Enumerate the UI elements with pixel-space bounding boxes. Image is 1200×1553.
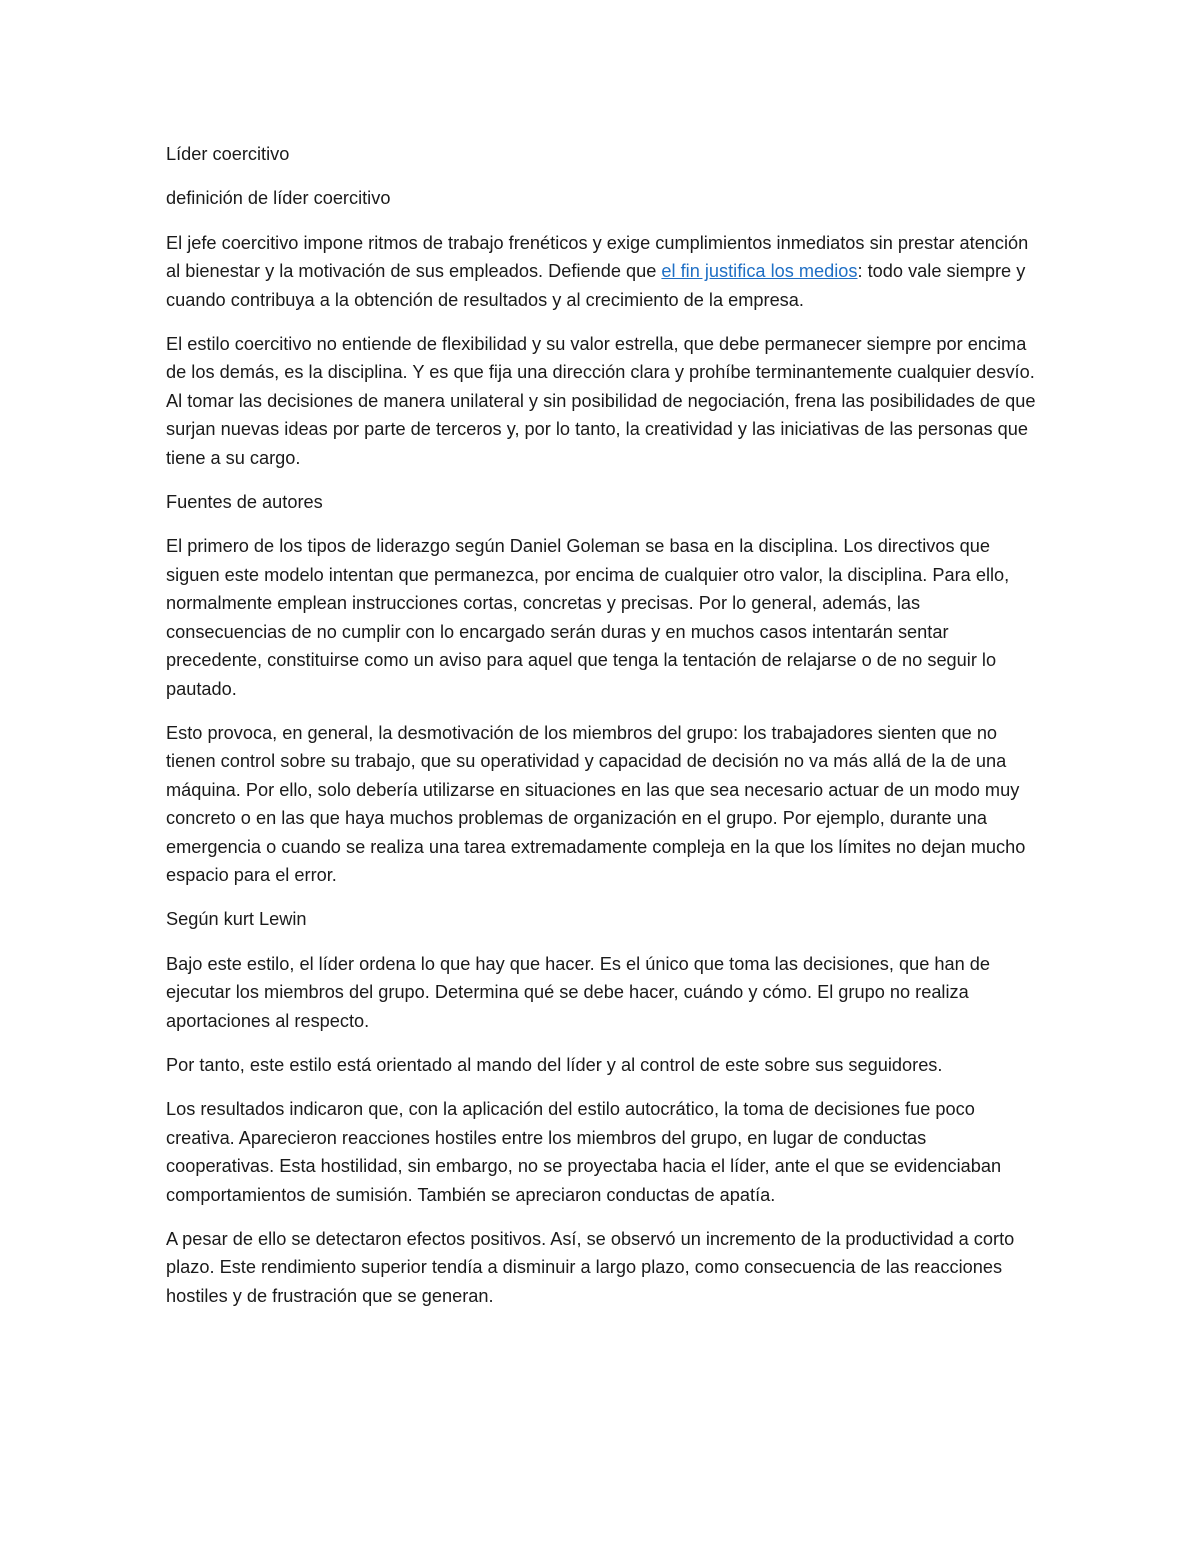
paragraph-definition-text-end: : todo vale siempre y cuando contribuya a la obtención de resultados y al crecimiento de la empresa. — [166, 261, 1026, 310]
paragraph-positive-effects: A pesar de ello se detectaron efectos positivos. Así, se observó un incremento de la productividad a corto plazo. Este rendimiento superior tendía a disminuir a largo plazo, como consecuencia de las reacciones hostiles y de frustración que se generan. — [166, 1229, 1015, 1306]
paragraph-results: Los resultados indicaron que, con la aplicación del estilo autocrático, la toma de decisiones fue poco creativa. Aparecieron reacciones hostiles entre los miembros del grupo, en lugar de conductas cooperativas. Esta hostilidad, sin embargo, no se proyectaba hacia el líder, ante el que se evidenciaban comportamientos de sumisión. También se apreciaron conductas de apatía. — [166, 1099, 1002, 1205]
document-body — [166, 140, 1036, 1326]
paragraph-definition — [166, 229, 1036, 314]
paragraph-lewin-style: Bajo este estilo, el líder ordena lo que hay que hacer. Es el único que toma las decisiones, que han de ejecutar los miembros del grupo. Determina qué se debe hacer, cuándo y cómo. El grupo no realiza aportaciones al respecto. — [166, 953, 991, 1031]
document-subtitle: definición de líder coercitivo — [166, 188, 391, 209]
section-heading-authors: Fuentes de autores — [166, 492, 323, 513]
paragraph-orientation: Por tanto, este estilo está orientado al mando del líder y al control de este sobre sus seguidores. — [166, 1054, 943, 1075]
paragraph-demotivation: Esto provoca, en general, la desmotivación de los miembros del grupo: los trabajadores sienten que no tienen control sobre su trabajo, que su operatividad y capacidad de decisión no va más allá de la de una máquina. Por ello, solo debería utilizarse en situaciones en las que sea necesario actuar de un modo muy concreto o en las que haya muchos problemas de organización en el grupo. Por ejemplo, durante una emergencia o cuando se realiza una tarea extremadamente compleja en la que los límites no dejan mucho espacio para el error. — [166, 722, 1026, 885]
fin-justifica-link[interactable]: el fin justifica los medios — [661, 261, 858, 282]
paragraph-definition-text-start: El jefe coercitivo impone ritmos de trabajo frenéticos y exige cumplimientos inmediatos sin prestar atención al bienestar y la motivación de sus empleados. Defiende que — [166, 232, 1029, 282]
paragraph-goleman: El primero de los tipos de liderazgo según Daniel Goleman se basa en la disciplina. Los directivos que siguen este modelo intentan que permanezca, por encima de cualquier otro valor, la disciplina. Para ello, normalmente emplean instrucciones cortas, concretas y precisas. Por lo general, además, las consecuencias de no cumplir con lo encargado serán duras y en muchos casos intentarán sentar precedente, constituirse como un aviso para aquel que tenga la tentación de relajarse o de no seguir lo pautado. — [166, 536, 1010, 699]
document-title: Líder coercitivo — [166, 144, 290, 164]
section-heading-lewin: Según kurt Lewin — [166, 909, 307, 930]
paragraph-coercive-style: El estilo coercitivo no entiende de flexibilidad y su valor estrella, que debe permanecer siempre por encima de los demás, es la disciplina. Y es que fija una dirección clara y prohíbe terminantemente cualquier desvío. Al tomar las decisiones de manera unilateral y sin posibilidad de negociación, frena las posibilidades de que surjan nuevas ideas por parte de terceros y, por lo tanto, la creatividad y las iniciativas de las personas que tiene a su cargo. — [166, 334, 1036, 468]
